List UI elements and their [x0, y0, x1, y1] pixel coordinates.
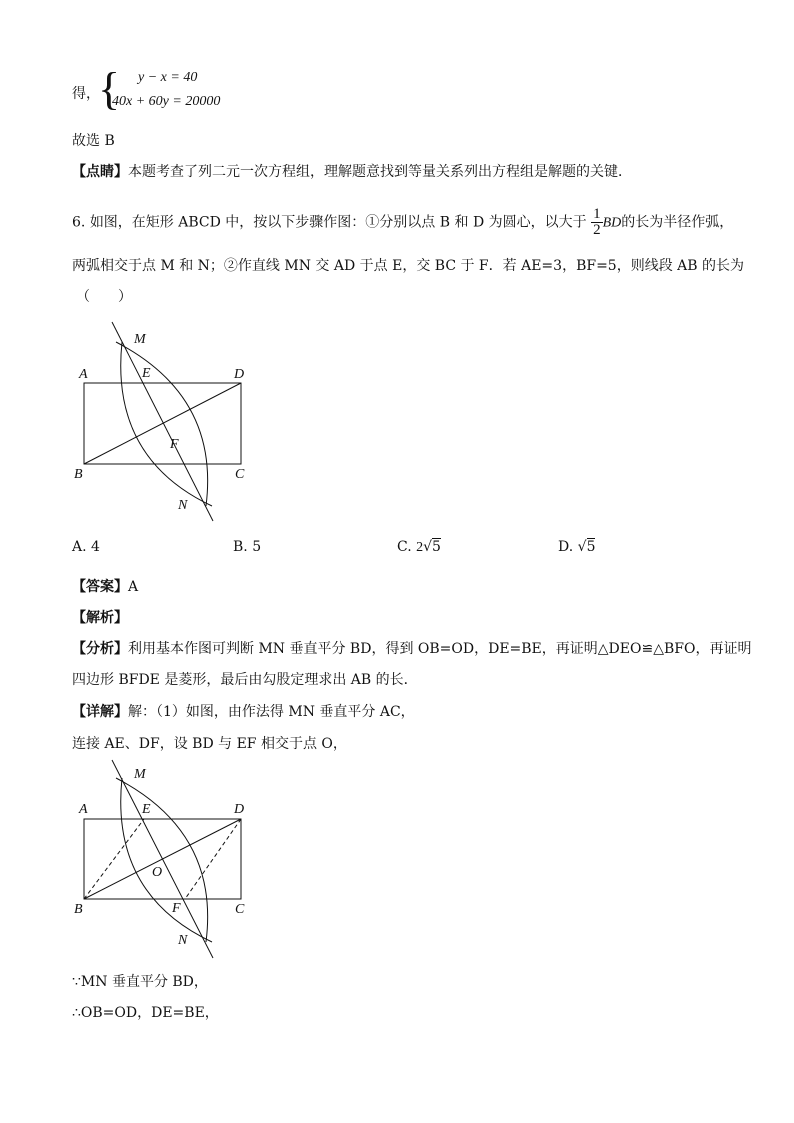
- question-line-2: 两弧相交于点 M 和 N；②作直线 MN 交 AD 于点 E，交 BC 于 F．若 AE=3，BF=5，则线段 AB 的长为: [72, 258, 745, 274]
- line-mn: [112, 760, 213, 958]
- answer-tag: 【答案】: [72, 579, 128, 595]
- question-blank: （ ）: [76, 289, 132, 305]
- label-d: D: [234, 367, 245, 382]
- equation-2: 40x + 60y = 20000: [112, 94, 221, 109]
- choose-b-line: 故选 B: [72, 133, 115, 149]
- question-text-1a: 如图，在矩形 ABCD 中，按以下步骤作图：①分别以点 B 和 D 为圆心，以大于: [89, 214, 587, 231]
- figure-2: [68, 756, 258, 966]
- label-n: N: [178, 933, 188, 948]
- xiangjie-line-2: 连接 AE、DF，设 BD 与 EF 相交于点 O，: [72, 736, 347, 752]
- option-d[interactable]: [558, 539, 595, 555]
- option-c-radicand: 5: [432, 539, 441, 555]
- dashed-be: [84, 819, 144, 899]
- label-m: M: [134, 332, 146, 347]
- sqrt-sign-icon: √: [423, 539, 433, 555]
- label-m: M: [134, 767, 146, 782]
- fenxi-line-2: 四边形 BFDE 是菱形，最后由勾股定理求出 AB 的长．: [72, 672, 418, 688]
- arc-from-b: [116, 778, 208, 942]
- arc-from-d: [121, 778, 212, 942]
- comment-text: 本题考查了列二元一次方程组，理解题意找到等量关系列出方程组是解题的关键．: [128, 164, 632, 180]
- option-c-coef: 2: [416, 540, 424, 555]
- xiangjie-line-1: [72, 701, 415, 721]
- label-a: A: [79, 802, 88, 817]
- fenxi-text-1: 利用基本作图可判断 MN 垂直平分 BD，得到 OB=OD，DE=BE，再证明△DEO≌△BFO，再证明: [128, 641, 752, 657]
- label-n: N: [178, 498, 188, 513]
- label-c: C: [235, 467, 245, 482]
- equation-1: y − x = 40: [138, 70, 198, 85]
- analysis-tag: 【解析】: [72, 610, 128, 626]
- option-d-label: D.: [558, 539, 574, 555]
- option-c-label: C.: [397, 539, 412, 555]
- label-d: D: [234, 802, 245, 817]
- question-number: 6.: [72, 214, 90, 231]
- comment-tag: 【点睛】: [72, 164, 128, 180]
- system-prefix: 得，: [72, 86, 100, 102]
- label-b: B: [74, 902, 83, 917]
- xiangjie-tag: 【详解】: [72, 704, 128, 720]
- fenxi-line-1: [72, 638, 751, 658]
- dashed-df: [185, 819, 241, 899]
- answer-line: [72, 576, 138, 596]
- diagonal-bd: [84, 383, 241, 464]
- therefore-line: ∴OB=OD，DE=BE，: [72, 1005, 219, 1021]
- question-line-1: [72, 207, 733, 238]
- option-c[interactable]: [397, 539, 441, 556]
- label-c: C: [235, 902, 245, 917]
- half-fraction: [591, 207, 603, 238]
- figure-1: [68, 318, 258, 528]
- fenxi-tag: 【分析】: [72, 641, 128, 657]
- left-brace: {: [98, 63, 121, 114]
- fraction-tail: BD: [602, 215, 622, 231]
- label-o: O: [152, 865, 163, 880]
- comment-line: [72, 161, 632, 181]
- line-mn: [112, 322, 213, 521]
- question-text-1b: 的长为半径作弧，: [621, 214, 734, 231]
- option-d-radicand: 5: [586, 539, 596, 555]
- xiangjie-text-1: 解：（1）如图，由作法得 MN 垂直平分 AC，: [128, 704, 415, 720]
- label-a: A: [79, 367, 88, 382]
- sqrt-sign-icon: √: [577, 539, 587, 555]
- label-f: F: [170, 437, 179, 452]
- answer-value: A: [128, 579, 139, 595]
- label-e: E: [142, 366, 151, 381]
- fraction-numerator: 1: [593, 206, 601, 222]
- label-e: E: [142, 802, 151, 817]
- fraction-denominator: 2: [593, 222, 601, 238]
- option-a[interactable]: A. 4: [72, 539, 100, 555]
- label-b: B: [74, 467, 83, 482]
- because-line: ∵MN 垂直平分 BD，: [72, 974, 208, 990]
- label-f: F: [172, 901, 181, 916]
- option-b[interactable]: B. 5: [233, 539, 262, 555]
